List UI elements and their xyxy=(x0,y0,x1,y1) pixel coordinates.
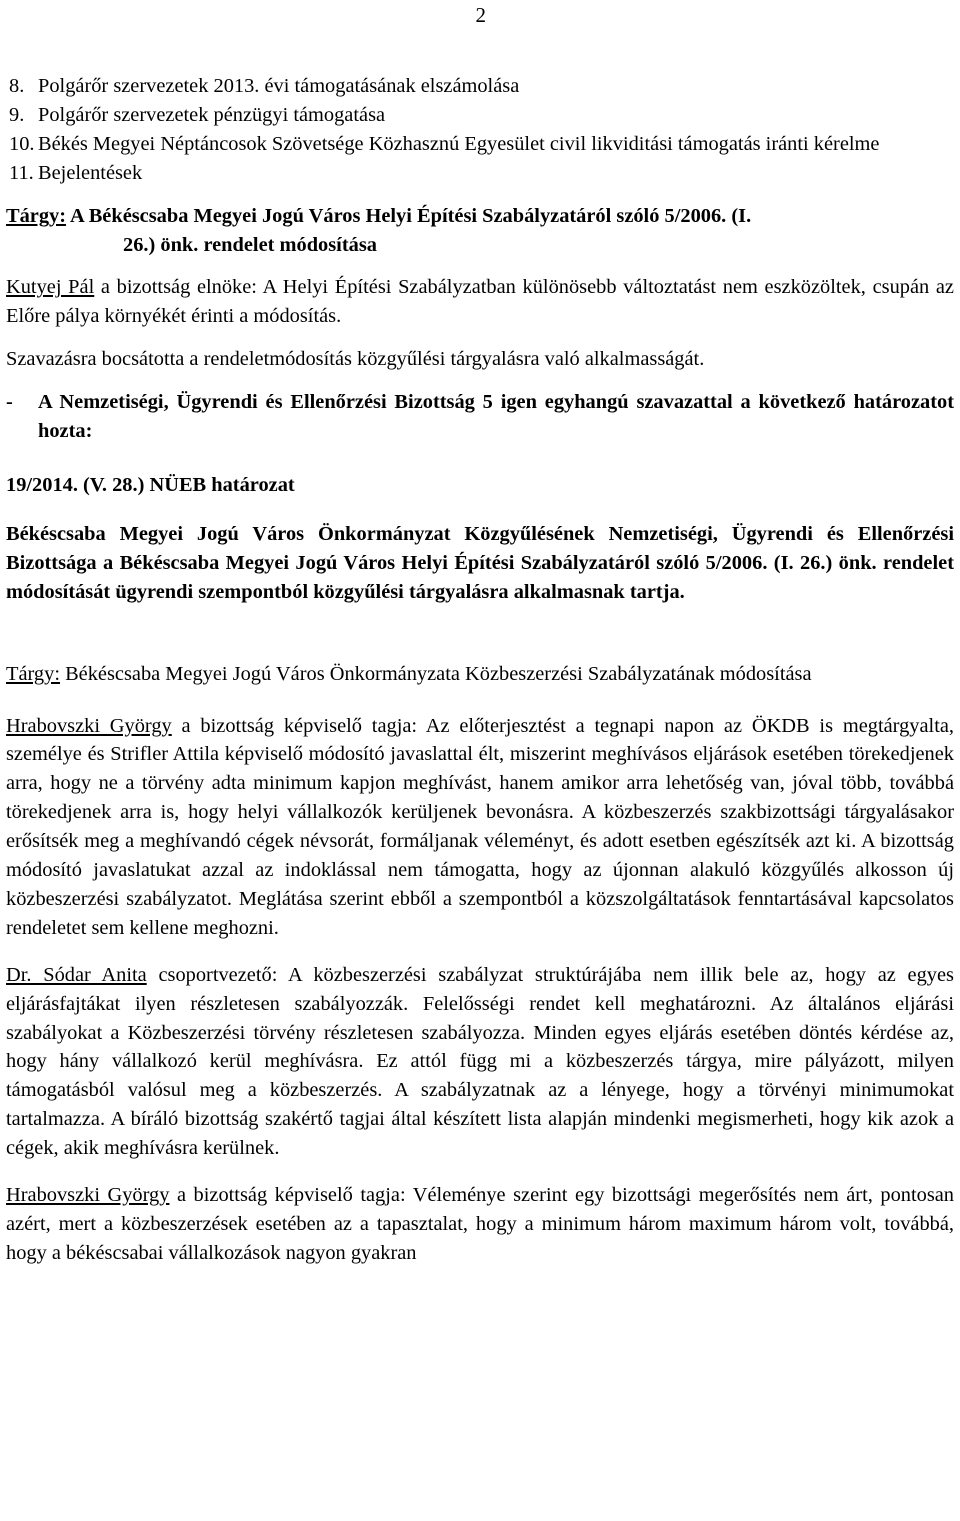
agenda-item-text: Békés Megyei Néptáncosok Szövetsége Közhasznú Egyesület civil likviditási támogatás iránti kérelme xyxy=(38,132,880,155)
dash-marker: - xyxy=(6,391,13,414)
topic1-title: A Békéscsaba Megyei Jogú Város Helyi Építési Szabályzatáról szóló 5/2006. (I. xyxy=(66,204,752,227)
speaker-name: Kutyej Pál xyxy=(6,276,95,299)
speaker-name: Hrabovszki György xyxy=(6,1184,170,1207)
speaker-name: Hrabovszki György xyxy=(6,714,172,737)
resolution-text: Békéscsaba Megyei Jogú Város Önkormányzat Közgyűlésének Nemzetiségi, Ügyrendi és Ellenőrzési Bizottsága a Békéscsaba Megyei Jogú Város Helyi Építési Szabályzatáról szóló 5/2006. (I. 26.) önk. rendelet módosítását ügyrendi szempontból közgyűlési tárgyalásra alkalmasnak tartja. xyxy=(6,522,954,603)
speech-text: a bizottság elnöke: A Helyi Építési Szabályzatban különösebb változtatást nem eszközöltek, csupán az Előre pálya környékét érinti a módosítás. xyxy=(6,276,954,328)
agenda-item xyxy=(6,159,954,188)
topic2-label: Tárgy: xyxy=(6,662,60,685)
agenda-item xyxy=(6,101,954,130)
topic1-speech xyxy=(6,273,954,331)
agenda-item-number: 9. xyxy=(9,103,25,126)
page-number: 2 xyxy=(475,3,486,27)
topic2-speech-1 xyxy=(6,712,954,943)
agenda-item xyxy=(6,72,954,101)
topic1-label: Tárgy: xyxy=(6,204,67,227)
topic2-speech-3 xyxy=(6,1181,954,1268)
agenda-item-text: Polgárőr szervezetek pénzügyi támogatása xyxy=(38,103,386,126)
vote-result xyxy=(6,388,954,446)
topic2-title: Békéscsaba Megyei Jogú Város Önkormányzata Közbeszerzési Szabályzatának módosítása xyxy=(59,662,812,685)
agenda-item xyxy=(6,130,954,159)
agenda-item-text: Bejelentések xyxy=(38,161,143,184)
vote-result-text: A Nemzetiségi, Ügyrendi és Ellenőrzési Bizottság 5 igen egyhangú szavazattal a következő határozatot hozta: xyxy=(38,391,954,443)
speech-text: csoportvezető: A közbeszerzési szabályzat struktúrájába nem illik bele az, hogy az egyes eljárásfajtákat ilyen részletesen szabályozzák. Felelősségi rendet kell meghatározni. Az általános eljárási szabályokat a Közbeszerzési törvény részletesen szabályozza. Minden egyes eljárás esetében döntés kérdése az, hogy hány vállalkozó kerül meghívásra. Ez attól függ mi a közbeszerzés tárgya, mire pályázott, milyen támogatásból valósul meg a közbeszerzés. A szabályzatnak az a lényege, hogy a törvényi minimumokat tartalmazza. A bíráló bizottság szakértő tagjai által készített lista alapján mindenki megismerheti, hogy kik azok a cégek, akik meghívásra kerülnek. xyxy=(6,963,954,1160)
speaker-name: Dr. Sódar Anita xyxy=(6,963,147,986)
topic2-heading xyxy=(6,660,954,689)
document-body xyxy=(6,72,954,1268)
agenda-item-number: 11. xyxy=(9,161,34,184)
topic2-speech-2 xyxy=(6,961,954,1163)
agenda-item-number: 8. xyxy=(9,75,25,97)
topic1-title-continuation: 26.) önk. rendelet módosítása xyxy=(123,233,377,256)
vote-text: Szavazásra bocsátotta a rendeletmódosítás közgyűlési tárgyalásra való alkalmasságát. xyxy=(6,348,705,371)
topic1-heading xyxy=(6,202,954,231)
speech-text: a bizottság képviselő tagja: Az előterjesztést a tegnapi napon az ÖKDB is megtárgyalta, személye és Strifler Attila képviselő módosító javaslattal élt, miszerint meghívásos eljárások esetében törekedjenek arra, hogy ne a törvény adta minimum kapjon meghívást, hanem amikor arra lehetőség van, jóval több, továbbá törekedjenek arra is, hogy helyi vállalkozók kerüljenek bevonásra. A közbeszerzés szakbizottsági tárgyalásakor erősítsék meg a meghívandó cégek névsorát, formáljanak véleményt, és adott esetben egészítsék azt ki. A bizottság módosító javaslatukat azzal az indoklással nem támogatta, hogy az újonnan alakuló közgyűlés alkosson új közbeszerzési szabályzatot. Meglátása szerint ebből a szempontból a közszolgáltatások fenntartásával kapcsolatos rendeletet sem kellene meghozni. xyxy=(6,714,955,939)
agenda-item-text: Polgárőr szervezetek 2013. évi támogatásának elszámolása xyxy=(38,75,520,97)
agenda-list xyxy=(6,72,954,188)
speech-text: a bizottság képviselő tagja: Véleménye szerint egy bizottsági megerősítés nem árt, pontosan azért, mert a közbeszerzések esetében az a tapasztalat, hogy a minimum három maximum három volt, továbbá, hogy a békéscsabai vállalkozások nagyon gyakran xyxy=(6,1184,955,1264)
agenda-item-number: 10. xyxy=(9,132,35,155)
resolution-number: 19/2014. (V. 28.) NÜEB határozat xyxy=(6,473,295,496)
